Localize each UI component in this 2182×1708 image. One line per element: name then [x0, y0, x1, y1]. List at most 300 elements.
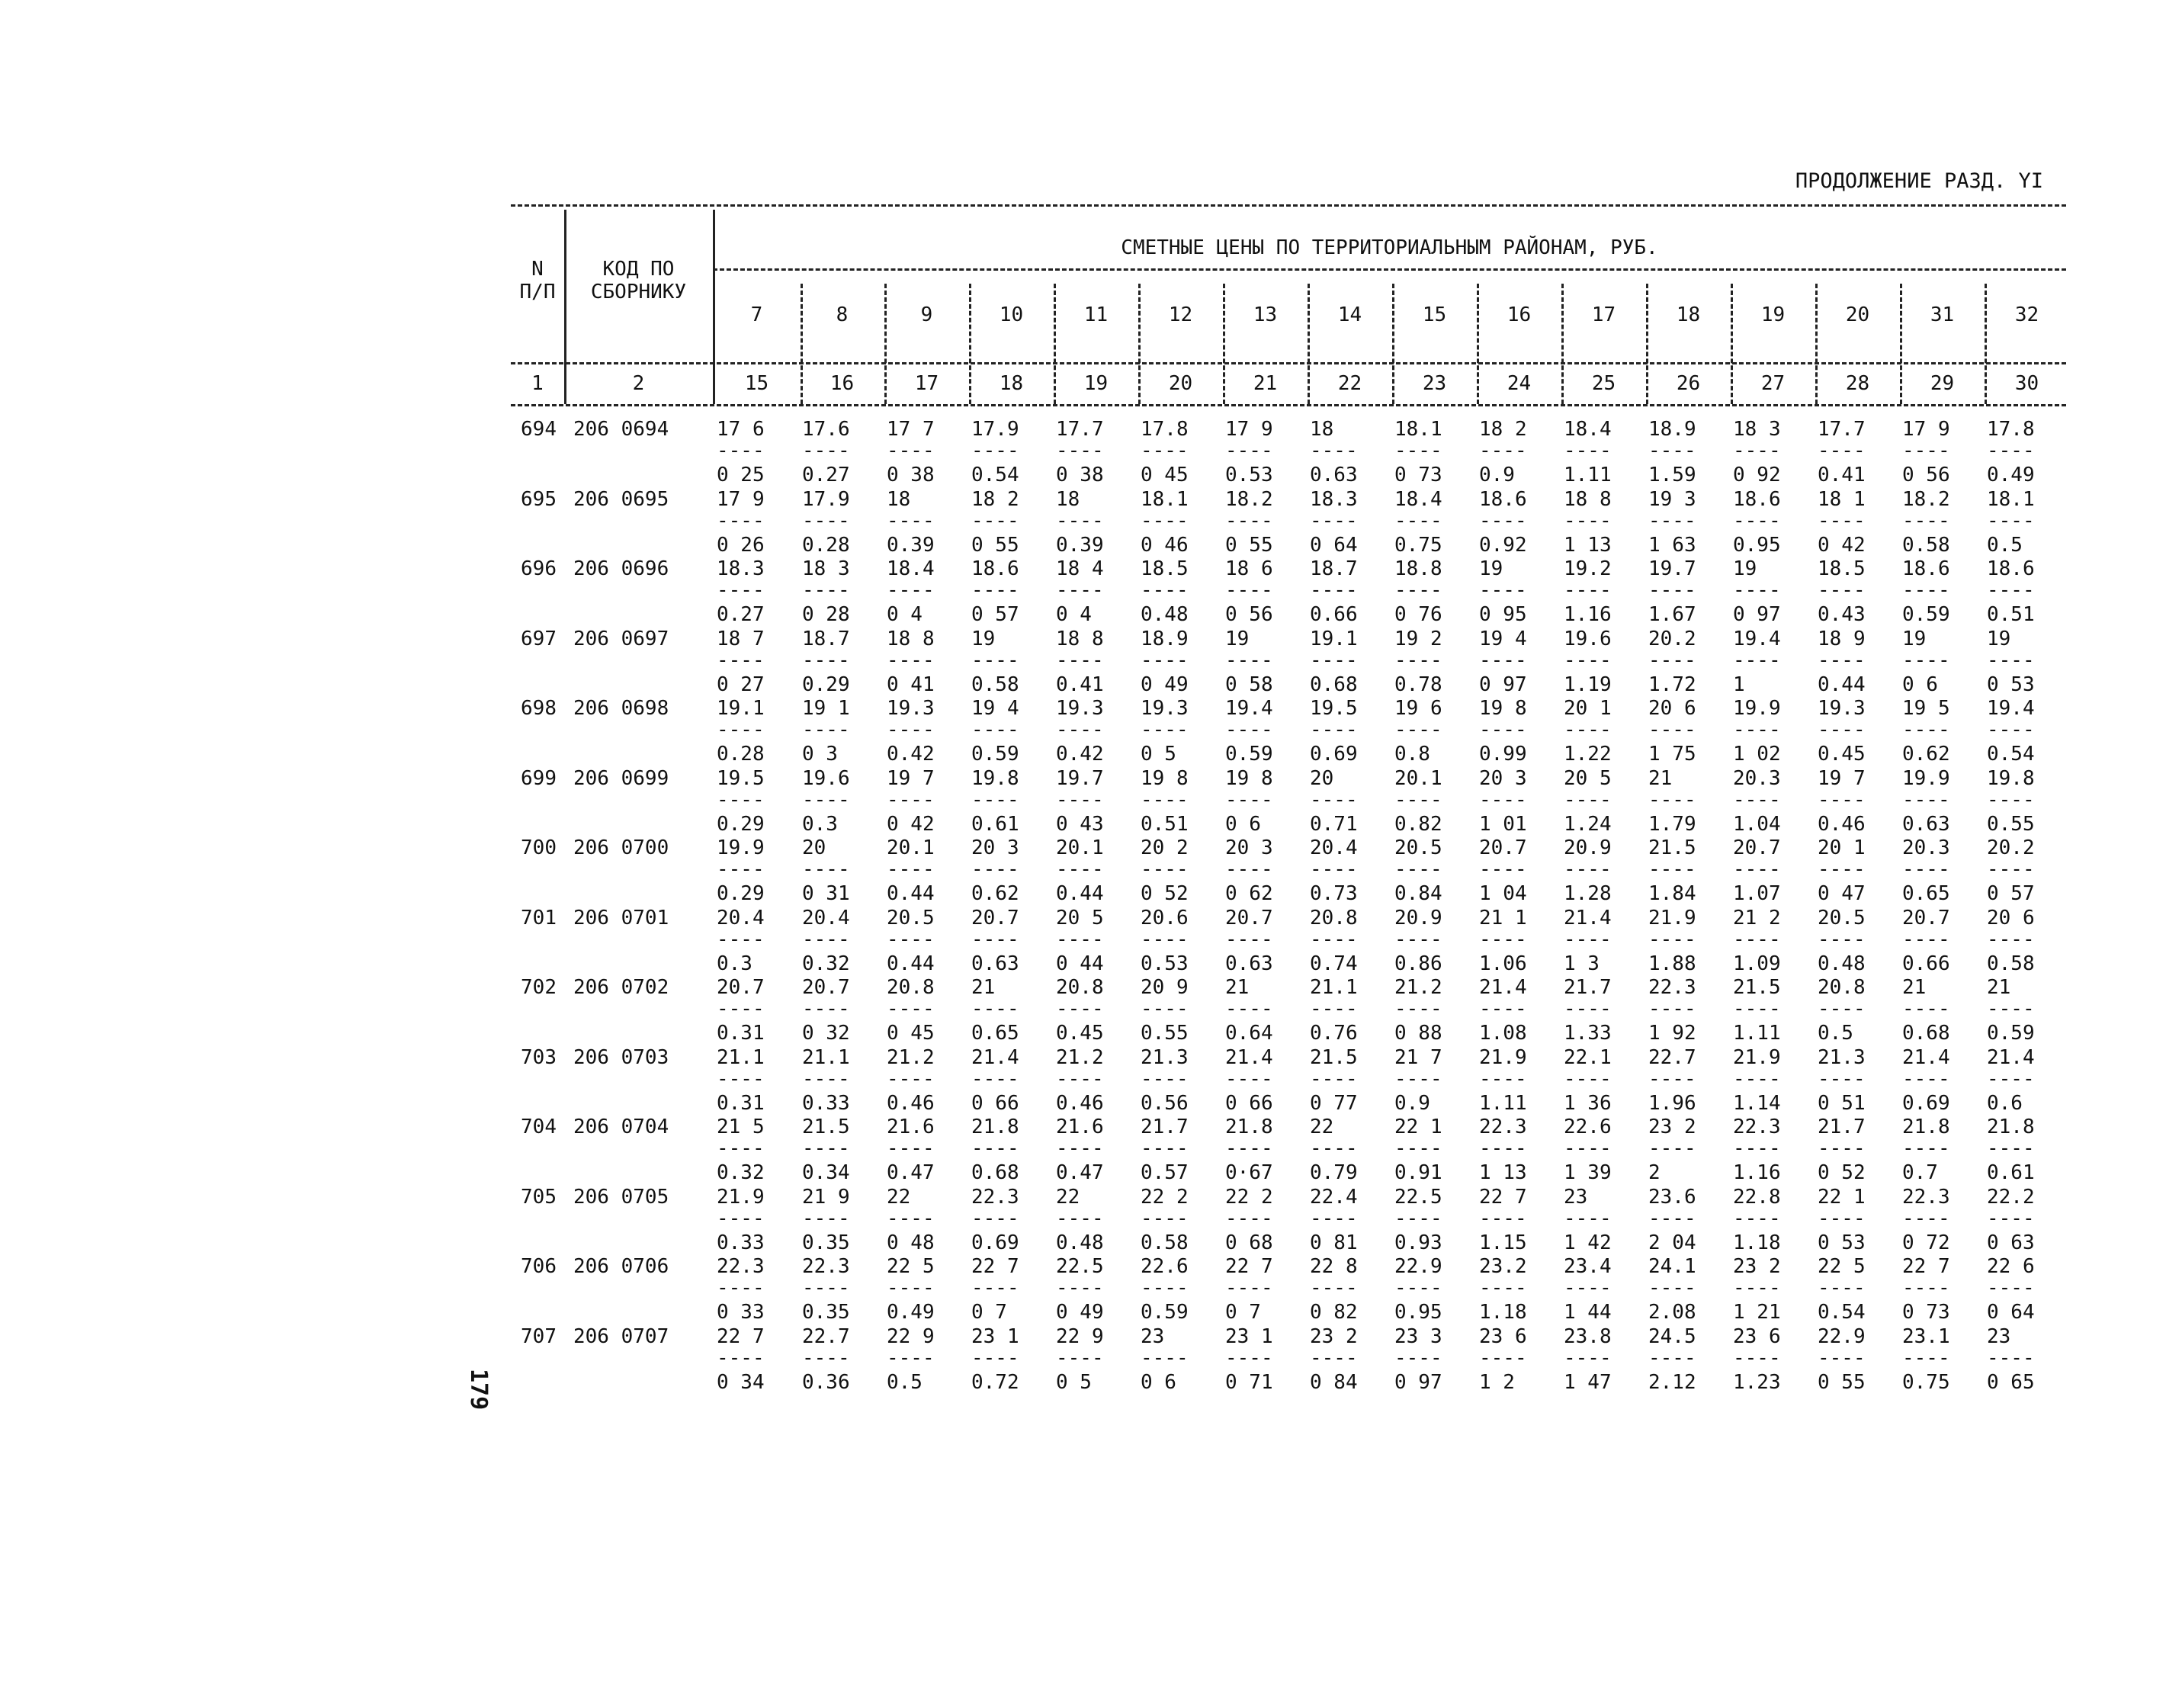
fraction-line: ----: [971, 997, 1019, 1020]
region-number: 19: [1760, 303, 1786, 326]
col-index: 1: [531, 372, 544, 395]
price-value: 19.5: [1310, 697, 1358, 720]
price-index: 0.78: [1394, 673, 1442, 696]
price-value: 21.8: [1987, 1116, 2035, 1138]
price-index: 0.62: [1902, 743, 1950, 766]
price-value: 21.7: [1818, 1116, 1866, 1138]
price-value: 20 2: [1141, 836, 1189, 859]
fraction-line: ----: [1056, 1207, 1104, 1230]
fraction-line: ----: [1310, 1207, 1358, 1230]
fraction-line: ----: [1902, 1137, 1950, 1160]
fraction-line: ----: [1141, 579, 1189, 602]
price-index: 0.54: [1987, 743, 2035, 766]
price-index: 0.68: [971, 1161, 1019, 1184]
price-value: 21.9: [1648, 907, 1696, 929]
price-value: 21.5: [1310, 1046, 1358, 1069]
fraction-line: ----: [1394, 928, 1442, 951]
price-index: 0.86: [1394, 952, 1442, 975]
price-index: 0.61: [1987, 1161, 2035, 1184]
fraction-line: ----: [717, 439, 765, 462]
price-index: 0.75: [1394, 534, 1442, 557]
fraction-line: ----: [1648, 858, 1696, 881]
fraction-line: ----: [717, 509, 765, 532]
price-value: 20: [802, 836, 826, 859]
fraction-line: ----: [1733, 579, 1781, 602]
price-value: 18: [1056, 488, 1080, 511]
price-index: 0 49: [1056, 1301, 1104, 1324]
price-value: 22 8: [1310, 1255, 1358, 1278]
fraction-line: ----: [802, 649, 850, 672]
region-number: 9: [920, 303, 933, 326]
price-value: 20.8: [1056, 976, 1104, 999]
price-value: 22 7: [1902, 1255, 1950, 1278]
price-value: 19 7: [1818, 767, 1866, 790]
price-index: 0.39: [1056, 534, 1104, 557]
price-value: 19 8: [1225, 767, 1273, 790]
fraction-line: ----: [1056, 1276, 1104, 1299]
price-value: 22.6: [1564, 1116, 1612, 1138]
price-value: 21 7: [1394, 1046, 1442, 1069]
price-index: 0.59: [1225, 743, 1273, 766]
price-index: 1.16: [1564, 603, 1612, 626]
price-value: 20.4: [717, 907, 765, 929]
price-index: 0.76: [1310, 1022, 1358, 1045]
fraction-line: ----: [971, 1276, 1019, 1299]
price-index: 0.51: [1141, 813, 1189, 836]
price-index: 0.41: [1818, 464, 1866, 486]
fraction-line: ----: [1902, 928, 1950, 951]
price-index: 0.82: [1394, 813, 1442, 836]
fraction-line: ----: [1818, 858, 1866, 881]
fraction-line: ----: [1818, 1068, 1866, 1090]
price-index: 1.67: [1648, 603, 1696, 626]
price-index: 0.68: [1310, 673, 1358, 696]
fraction-line: ----: [1987, 649, 2035, 672]
price-index: 1.15: [1479, 1231, 1527, 1254]
price-value: 19 5: [1902, 697, 1950, 720]
row-code: 206 0698: [573, 697, 669, 720]
fraction-line: ----: [1987, 1276, 2035, 1299]
price-value: 17.9: [971, 418, 1019, 441]
price-value: 19.9: [717, 836, 765, 859]
fraction-line: ----: [717, 858, 765, 881]
price-index: 0 41: [887, 673, 935, 696]
fraction-line: ----: [1987, 997, 2035, 1020]
fraction-line: ----: [1310, 439, 1358, 462]
fraction-line: ----: [887, 1068, 935, 1090]
price-value: 19.5: [717, 767, 765, 790]
price-index: 0.66: [1902, 952, 1950, 975]
col-index: 21: [1253, 372, 1278, 395]
price-index: 0.27: [802, 464, 850, 486]
price-value: 19: [971, 628, 996, 650]
price-index: 0.45: [1818, 743, 1866, 766]
price-value: 22 2: [1141, 1186, 1189, 1209]
fraction-line: ----: [1141, 1207, 1189, 1230]
price-value: 20.3: [1733, 767, 1781, 790]
price-value: 20.7: [1902, 907, 1950, 929]
price-index: 0.59: [1141, 1301, 1189, 1324]
fraction-line: ----: [1733, 509, 1781, 532]
price-value: 20.8: [887, 976, 935, 999]
price-index: 0.62: [971, 882, 1019, 905]
price-index: 0.58: [1987, 952, 2035, 975]
price-value: 19.3: [887, 697, 935, 720]
price-value: 18 3: [1733, 418, 1781, 441]
price-index: 0 97: [1394, 1371, 1442, 1394]
fraction-line: ----: [1479, 1207, 1527, 1230]
price-index: 1.28: [1564, 882, 1612, 905]
price-value: 19.2: [1564, 557, 1612, 580]
price-index: 1.88: [1648, 952, 1696, 975]
price-index: 0 64: [1310, 534, 1358, 557]
price-value: 18 3: [802, 557, 850, 580]
row-code: 206 0702: [573, 976, 669, 999]
fraction-line: ----: [1818, 579, 1866, 602]
price-index: 0.73: [1310, 882, 1358, 905]
price-index: 0 63: [1987, 1231, 2035, 1254]
price-index: 0.55: [1141, 1022, 1189, 1045]
price-value: 21 5: [717, 1116, 765, 1138]
price-index: 0 4: [1056, 603, 1092, 626]
fraction-line: ----: [1733, 1137, 1781, 1160]
price-value: 20.4: [1310, 836, 1358, 859]
price-value: 20 3: [1479, 767, 1527, 790]
price-value: 19 7: [887, 767, 935, 790]
row-code: 206 0694: [573, 418, 669, 441]
price-index: 1.22: [1564, 743, 1612, 766]
fraction-line: ----: [1818, 1207, 1866, 1230]
price-index: 0.58: [1141, 1231, 1189, 1254]
fraction-line: ----: [1394, 439, 1442, 462]
price-index: 0 66: [1225, 1092, 1273, 1115]
fraction-line: ----: [1648, 579, 1696, 602]
price-index: 0 55: [1225, 534, 1273, 557]
price-value: 17.6: [802, 418, 850, 441]
price-value: 20.1: [887, 836, 935, 859]
price-index: 2.12: [1648, 1371, 1696, 1394]
price-index: 0.39: [887, 534, 935, 557]
price-index: 0.92: [1479, 534, 1527, 557]
price-value: 20.9: [1394, 907, 1442, 929]
price-value: 19.3: [1818, 697, 1866, 720]
price-value: 22 1: [1818, 1186, 1866, 1209]
fraction-line: ----: [1056, 1347, 1104, 1369]
price-index: 0 6: [1225, 813, 1261, 836]
price-value: 22 5: [1818, 1255, 1866, 1278]
fraction-line: ----: [1225, 858, 1273, 881]
price-index: 0.29: [717, 813, 765, 836]
price-index: 0.34: [802, 1161, 850, 1184]
fraction-line: ----: [1310, 1276, 1358, 1299]
price-value: 18.5: [1818, 557, 1866, 580]
price-value: 19.3: [1141, 697, 1189, 720]
fraction-line: ----: [1987, 1347, 2035, 1369]
row-number: 703: [521, 1046, 557, 1069]
fraction-line: ----: [1818, 649, 1866, 672]
row-code: 206 0700: [573, 836, 669, 859]
price-index: 0.46: [1056, 1092, 1104, 1115]
fraction-line: ----: [1564, 1137, 1612, 1160]
price-value: 21.8: [1225, 1116, 1273, 1138]
fraction-line: ----: [1056, 718, 1104, 741]
price-index: 0.33: [717, 1231, 765, 1254]
fraction-line: ----: [1818, 1347, 1866, 1369]
price-value: 21 2: [1733, 907, 1781, 929]
price-value: 17 6: [717, 418, 765, 441]
price-value: 22.9: [1818, 1325, 1866, 1348]
fraction-line: ----: [1479, 649, 1527, 672]
fraction-line: ----: [1648, 1068, 1696, 1090]
fraction-line: ----: [717, 1347, 765, 1369]
price-index: 0 82: [1310, 1301, 1358, 1324]
price-index: 0.95: [1733, 534, 1781, 557]
price-index: 0.74: [1310, 952, 1358, 975]
price-value: 22.3: [802, 1255, 850, 1278]
row-number: 697: [521, 628, 557, 650]
price-index: 0 65: [1987, 1371, 2035, 1394]
price-index: 0.44: [1818, 673, 1866, 696]
price-value: 20: [1310, 767, 1334, 790]
col-index: 16: [829, 372, 855, 395]
price-value: 17 9: [1225, 418, 1273, 441]
fraction-line: ----: [802, 788, 850, 811]
fraction-line: ----: [1987, 788, 2035, 811]
fraction-line: ----: [802, 1068, 850, 1090]
fraction-line: ----: [887, 858, 935, 881]
row-number: 696: [521, 557, 557, 580]
fraction-line: ----: [1733, 718, 1781, 741]
price-value: 22.3: [717, 1255, 765, 1278]
price-value: 19.7: [1648, 557, 1696, 580]
price-value: 20.7: [1225, 907, 1273, 929]
price-value: 22: [1056, 1186, 1080, 1209]
price-value: 19.1: [1310, 628, 1358, 650]
price-index: 1 63: [1648, 534, 1696, 557]
row-number: 698: [521, 697, 557, 720]
fraction-line: ----: [1394, 1137, 1442, 1160]
price-value: 19.6: [1564, 628, 1612, 650]
price-value: 21.2: [1394, 976, 1442, 999]
price-value: 19 1: [802, 697, 850, 720]
fraction-line: ----: [1733, 928, 1781, 951]
fraction-line: ----: [802, 1276, 850, 1299]
price-value: 17 9: [717, 488, 765, 511]
price-value: 22.7: [802, 1325, 850, 1348]
col-index: 28: [1845, 372, 1870, 395]
price-value: 20.7: [802, 976, 850, 999]
fraction-line: ----: [887, 509, 935, 532]
price-value: 22.2: [1987, 1186, 2035, 1209]
fraction-line: ----: [1987, 579, 2035, 602]
price-index: 0 71: [1225, 1371, 1273, 1394]
row-code: 206 0699: [573, 767, 669, 790]
price-value: 21.7: [1564, 976, 1612, 999]
fraction-line: ----: [1394, 788, 1442, 811]
price-index: 1 2: [1479, 1371, 1515, 1394]
fraction-line: ----: [1056, 997, 1104, 1020]
fraction-line: ----: [1225, 509, 1273, 532]
price-index: 0 47: [1818, 882, 1866, 905]
fraction-line: ----: [1733, 439, 1781, 462]
price-value: 18: [887, 488, 911, 511]
price-value: 19 2: [1394, 628, 1442, 650]
price-value: 21.3: [1141, 1046, 1189, 1069]
price-index: 0.53: [1225, 464, 1273, 486]
fraction-line: ----: [887, 1207, 935, 1230]
price-index: 0.5: [1818, 1022, 1853, 1045]
price-index: 0.5: [887, 1371, 923, 1394]
price-index: 0.9: [1394, 1092, 1430, 1115]
price-index: 0 72: [1902, 1231, 1950, 1254]
price-index: 1.23: [1733, 1371, 1781, 1394]
fraction-line: ----: [1310, 509, 1358, 532]
price-index: 0.28: [717, 743, 765, 766]
price-index: 0 45: [1141, 464, 1189, 486]
fraction-line: ----: [971, 718, 1019, 741]
row-number: 705: [521, 1186, 557, 1209]
fraction-line: ----: [887, 1276, 935, 1299]
price-index: 0.57: [1141, 1161, 1189, 1184]
fraction-line: ----: [1818, 997, 1866, 1020]
price-index: 0.65: [971, 1022, 1019, 1045]
fraction-line: ----: [1394, 579, 1442, 602]
price-value: 19.6: [802, 767, 850, 790]
price-value: 19 8: [1479, 697, 1527, 720]
row-code: 206 0706: [573, 1255, 669, 1278]
price-value: 17.9: [802, 488, 850, 511]
price-value: 18.9: [1648, 418, 1696, 441]
price-index: 1 13: [1479, 1161, 1527, 1184]
price-value: 21: [1987, 976, 2011, 999]
row-code: 206 0705: [573, 1186, 669, 1209]
price-index: 1.08: [1479, 1022, 1527, 1045]
fraction-line: ----: [1733, 1347, 1781, 1369]
fraction-line: ----: [1141, 649, 1189, 672]
price-index: 0.9: [1479, 464, 1515, 486]
price-value: 23 6: [1479, 1325, 1527, 1348]
price-index: 0.72: [971, 1371, 1019, 1394]
price-index: 0.55: [1987, 813, 2035, 836]
price-value: 22.3: [1902, 1186, 1950, 1209]
price-index: 1.24: [1564, 813, 1612, 836]
price-value: 19.9: [1902, 767, 1950, 790]
fraction-line: ----: [802, 1207, 850, 1230]
fraction-line: ----: [717, 718, 765, 741]
price-value: 17 9: [1902, 418, 1950, 441]
price-index: 0.49: [887, 1301, 935, 1324]
price-value: 20 6: [1987, 907, 2035, 929]
price-value: 19: [1733, 557, 1757, 580]
fraction-line: ----: [971, 1137, 1019, 1160]
price-index: 0.91: [1394, 1161, 1442, 1184]
fraction-line: ----: [1733, 858, 1781, 881]
price-value: 20.5: [1394, 836, 1442, 859]
price-index: 0.42: [1056, 743, 1104, 766]
price-index: 1.11: [1479, 1092, 1527, 1115]
fraction-line: ----: [1564, 1347, 1612, 1369]
price-value: 21.2: [887, 1046, 935, 1069]
price-index: 0.49: [1987, 464, 2035, 486]
fraction-line: ----: [1225, 1276, 1273, 1299]
fraction-line: ----: [1902, 1347, 1950, 1369]
price-index: 0.59: [1987, 1022, 2035, 1045]
price-value: 21.4: [1902, 1046, 1950, 1069]
price-index: 0.46: [887, 1092, 935, 1115]
price-value: 18.6: [1479, 488, 1527, 511]
price-index: 0.68: [1902, 1022, 1950, 1045]
col-n-label-1: N: [531, 258, 544, 281]
price-index: 1.11: [1564, 464, 1612, 486]
fraction-line: ----: [1310, 718, 1358, 741]
price-index: 0.43: [1818, 603, 1866, 626]
price-index: 1 42: [1564, 1231, 1612, 1254]
price-index: 0 88: [1394, 1022, 1442, 1045]
price-value: 19.8: [1987, 767, 2035, 790]
row-code: 206 0707: [573, 1325, 669, 1348]
price-value: 18.7: [802, 628, 850, 650]
fraction-line: ----: [802, 579, 850, 602]
fraction-line: ----: [1056, 858, 1104, 881]
fraction-line: ----: [1225, 718, 1273, 741]
price-index: 0.51: [1987, 603, 2035, 626]
price-index: 0 52: [1818, 1161, 1866, 1184]
price-value: 18 1: [1818, 488, 1866, 511]
fraction-line: ----: [887, 1137, 935, 1160]
price-value: 21.5: [1733, 976, 1781, 999]
fraction-line: ----: [1310, 997, 1358, 1020]
prices-title: СМЕТНЫЕ ЦЕНЫ ПО ТЕРРИТОРИАЛЬНЫМ РАЙОНАМ, РУБ.: [1121, 236, 1658, 259]
price-value: 22 5: [887, 1255, 935, 1278]
fraction-line: ----: [971, 928, 1019, 951]
price-value: 22 7: [1479, 1186, 1527, 1209]
fraction-line: ----: [802, 997, 850, 1020]
price-index: 0.63: [1902, 813, 1950, 836]
price-value: 23.4: [1564, 1255, 1612, 1278]
fraction-line: ----: [1141, 718, 1189, 741]
price-index: 0 68: [1225, 1231, 1273, 1254]
price-value: 18.3: [717, 557, 765, 580]
price-value: 18.4: [887, 557, 935, 580]
price-index: 2 04: [1648, 1231, 1696, 1254]
col-index: 25: [1591, 372, 1616, 395]
price-index: 0.29: [802, 673, 850, 696]
price-index: 1 02: [1733, 743, 1781, 766]
price-index: 0.79: [1310, 1161, 1358, 1184]
price-value: 18.1: [1394, 418, 1442, 441]
price-value: 20.7: [1479, 836, 1527, 859]
price-index: 0 56: [1225, 603, 1273, 626]
price-value: 19 3: [1648, 488, 1696, 511]
fraction-line: ----: [1479, 718, 1527, 741]
price-index: 1.14: [1733, 1092, 1781, 1115]
price-index: 1 39: [1564, 1161, 1612, 1184]
fraction-line: ----: [1310, 928, 1358, 951]
price-value: 19.1: [717, 697, 765, 720]
row-number: 699: [521, 767, 557, 790]
price-value: 23.2: [1479, 1255, 1527, 1278]
price-index: 0 58: [1225, 673, 1273, 696]
price-index: 0.48: [1818, 952, 1866, 975]
price-index: 0.59: [1902, 603, 1950, 626]
price-index: 0.3: [717, 952, 752, 975]
price-index: 0 53: [1818, 1231, 1866, 1254]
fraction-line: ----: [1902, 858, 1950, 881]
price-index: 1: [1733, 673, 1745, 696]
price-index: 0 64: [1987, 1301, 2035, 1324]
price-value: 18: [1310, 418, 1334, 441]
price-index: 0 92: [1733, 464, 1781, 486]
